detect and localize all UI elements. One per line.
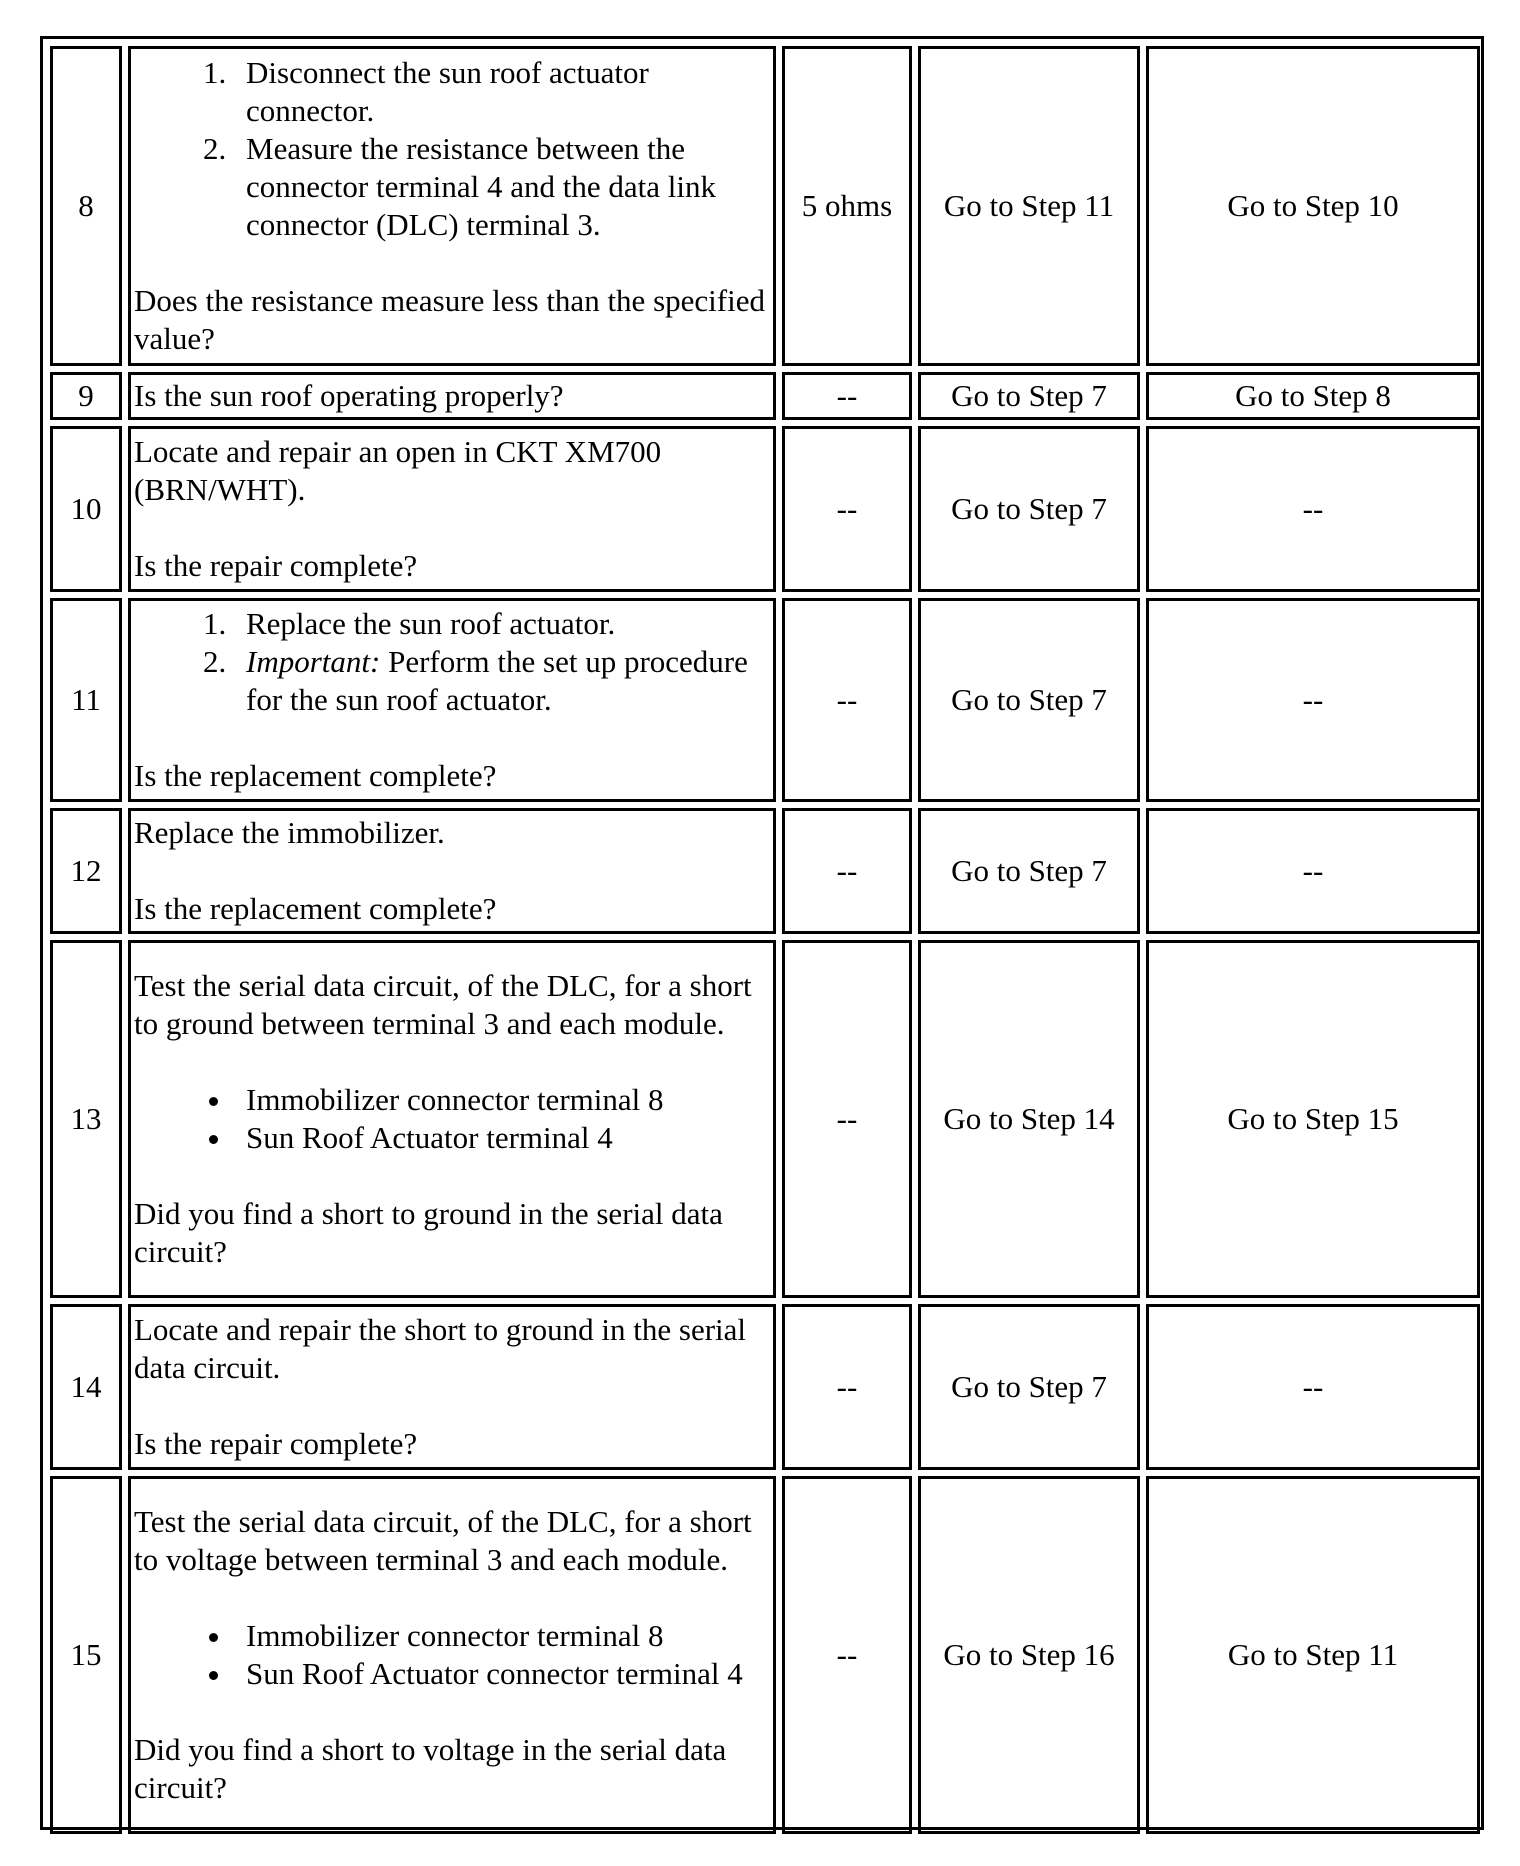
step-number: 12: [50, 808, 122, 934]
question-text: Is the sun roof operating properly?: [134, 378, 564, 413]
item-text: Immobilizer connector terminal 8: [246, 1082, 664, 1117]
no-result: --: [1146, 426, 1480, 592]
yes-result: Go to Step 14: [918, 940, 1140, 1298]
item-text: Sun Roof Actuator terminal 4: [246, 1120, 613, 1155]
table-row: [50, 808, 1480, 934]
yes-result: Go to Step 7: [918, 372, 1140, 420]
action-list: [134, 54, 770, 244]
item-text: Perform the set up procedure for the sun roof actuator.: [246, 644, 748, 717]
list-item: [234, 130, 770, 244]
action-cell: [128, 426, 776, 592]
step-number: 11: [50, 598, 122, 802]
item-text: Immobilizer connector terminal 8: [246, 1618, 664, 1653]
item-text: Disconnect the sun roof actuator connector.: [246, 55, 649, 128]
action-cell: [128, 940, 776, 1298]
question-text: Does the resistance measure less than the specified value?: [134, 283, 765, 356]
step-number: 15: [50, 1476, 122, 1834]
value-cell: --: [782, 1476, 912, 1834]
step-number: 9: [50, 372, 122, 420]
important-label: Important:: [246, 644, 381, 679]
table-row: [50, 426, 1480, 592]
step-number: 10: [50, 426, 122, 592]
question-text: Is the repair complete?: [134, 1426, 418, 1461]
value-cell: --: [782, 940, 912, 1298]
no-result: --: [1146, 598, 1480, 802]
step-number: 13: [50, 940, 122, 1298]
value-cell: --: [782, 808, 912, 934]
item-text: Measure the resistance between the connector terminal 4 and the data link connector (DLC) terminal 3.: [246, 131, 716, 242]
action-intro: Locate and repair the short to ground in the serial data circuit.: [134, 1312, 747, 1385]
diagnostic-steps-table: [44, 40, 1486, 1840]
list-item: [234, 1119, 770, 1157]
action-intro: Test the serial data circuit, of the DLC, for a short to ground between terminal 3 and each module.: [134, 968, 752, 1041]
step-number: 8: [50, 46, 122, 366]
list-item: [234, 1655, 770, 1693]
value-cell: --: [782, 372, 912, 420]
yes-result: Go to Step 7: [918, 1304, 1140, 1470]
action-cell: [128, 1476, 776, 1834]
list-item: [234, 643, 770, 719]
action-cell: [128, 808, 776, 934]
no-result: Go to Step 11: [1146, 1476, 1480, 1834]
item-text: Replace the sun roof actuator.: [246, 606, 616, 641]
list-item: [234, 605, 770, 643]
table-row: [50, 1476, 1480, 1834]
yes-result: Go to Step 7: [918, 598, 1140, 802]
list-item: [234, 54, 770, 130]
yes-result: Go to Step 7: [918, 426, 1140, 592]
table-row: [50, 372, 1480, 420]
yes-result: Go to Step 16: [918, 1476, 1140, 1834]
yes-result: Go to Step 7: [918, 808, 1140, 934]
list-item: [234, 1617, 770, 1655]
step-number: 14: [50, 1304, 122, 1470]
action-intro: Replace the immobilizer.: [134, 815, 445, 850]
table-row: [50, 598, 1480, 802]
table-row: [50, 1304, 1480, 1470]
no-result: Go to Step 8: [1146, 372, 1480, 420]
value-cell: --: [782, 426, 912, 592]
no-result: --: [1146, 808, 1480, 934]
no-result: Go to Step 15: [1146, 940, 1480, 1298]
action-list: [134, 1617, 770, 1693]
question-text: Did you find a short to voltage in the serial data circuit?: [134, 1732, 727, 1805]
question-text: Is the replacement complete?: [134, 758, 497, 793]
action-cell: [128, 1304, 776, 1470]
question-text: Is the replacement complete?: [134, 891, 497, 926]
table-row: [50, 940, 1480, 1298]
action-intro: Test the serial data circuit, of the DLC, for a short to voltage between terminal 3 and each module.: [134, 1504, 752, 1577]
value-cell: 5 ohms: [782, 46, 912, 366]
no-result: Go to Step 10: [1146, 46, 1480, 366]
action-cell: [128, 46, 776, 366]
action-cell: [128, 372, 776, 420]
list-item: [234, 1081, 770, 1119]
question-text: Is the repair complete?: [134, 548, 418, 583]
item-text: Sun Roof Actuator connector terminal 4: [246, 1656, 743, 1691]
yes-result: Go to Step 11: [918, 46, 1140, 366]
question-text: Did you find a short to ground in the serial data circuit?: [134, 1196, 723, 1269]
action-intro: Locate and repair an open in CKT XM700 (BRN/WHT).: [134, 434, 662, 507]
action-list: [134, 1081, 770, 1157]
action-list: [134, 605, 770, 719]
action-cell: [128, 598, 776, 802]
value-cell: --: [782, 598, 912, 802]
no-result: --: [1146, 1304, 1480, 1470]
table-row: [50, 46, 1480, 366]
value-cell: --: [782, 1304, 912, 1470]
